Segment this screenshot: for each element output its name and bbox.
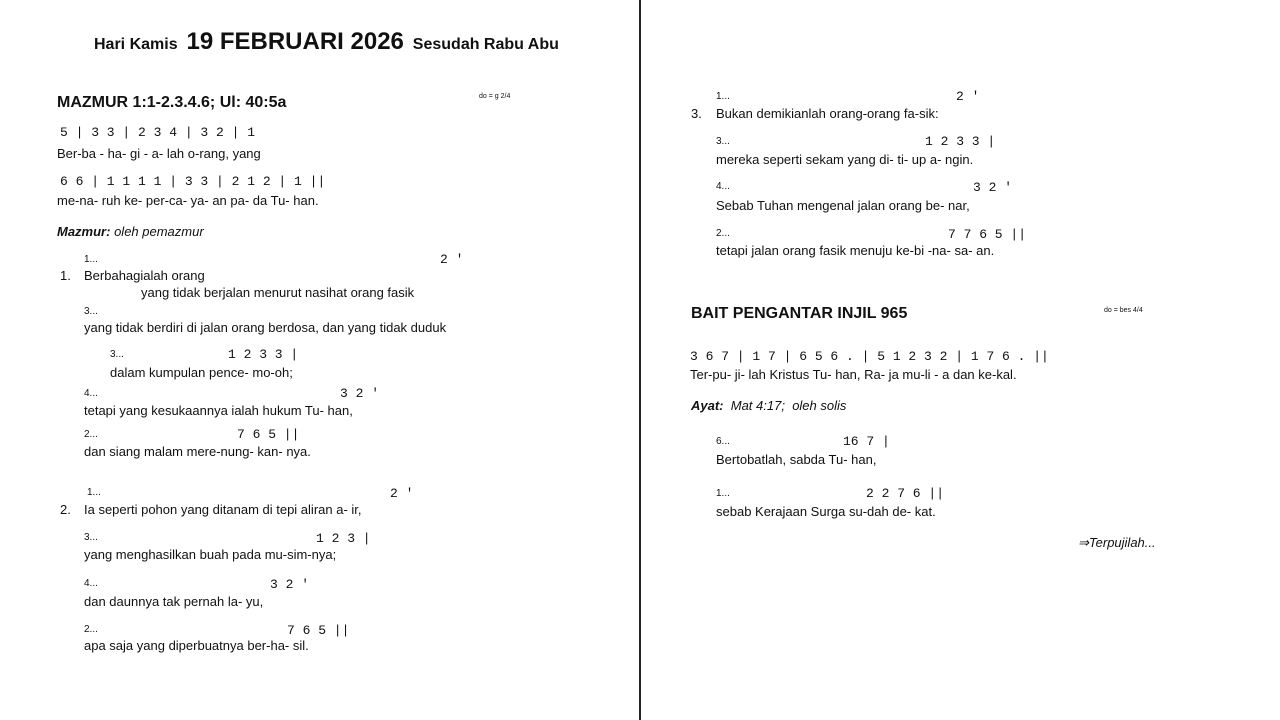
refrain-lyrics-1: Ber-ba - ha- gi - a- lah o-rang, yang — [57, 146, 261, 161]
v1-l6-mark: 2... — [84, 429, 98, 440]
v1-l2-text: yang tidak berjalan menurut nasihat orang fasik — [141, 285, 415, 300]
v2-l1-tone: 2 ' — [390, 486, 414, 501]
v1-l4-mark: 3... — [110, 349, 124, 360]
refrain-lyrics-2: me-na- ruh ke- per-ca- ya- an pa- da Tu- han. — [57, 193, 319, 208]
v2-l2-text: yang menghasilkan buah pada mu-sim-nya; — [84, 547, 337, 562]
v2-l3-mark: 4... — [84, 578, 98, 589]
v1-l1-text: Berbahagialah orang — [84, 268, 205, 283]
v2-l4-tone: 7 6 5 || — [287, 623, 350, 638]
psalm-key: do = g 2/4 — [479, 93, 511, 100]
v3-l2-mark: 3... — [716, 136, 730, 147]
refrain-notes-2: 6 6 | 1 1 1 1 | 3 3 | 2 1 2 | 1 || — [60, 174, 326, 189]
gv-l1-mark: 6... — [716, 436, 730, 447]
v3-l3-tone: 3 2 ' — [973, 180, 1013, 195]
v3-l4-text: tetapi jalan orang fasik menuju ke-bi -na- sa- an. — [716, 243, 995, 258]
v3-l2-tone: 1 2 3 3 | — [925, 134, 996, 149]
v1-l3-mark: 3... — [84, 306, 98, 317]
v3-l1-mark: 1... — [716, 91, 730, 102]
v1-l5-text: tetapi yang kesukaannya ialah hukum Tu- han, — [84, 403, 353, 418]
cantor-label: Mazmur: — [57, 224, 111, 239]
v2-l3-text: dan daunnya tak pernah la- yu, — [84, 594, 264, 609]
refrain-notes-1: 5 | 3 3 | 2 3 4 | 3 2 | 1 — [60, 125, 256, 140]
v3-l1-tone: 2 ' — [956, 89, 980, 104]
v2-l4-mark: 2... — [84, 624, 98, 635]
v2-l2-mark: 3... — [84, 532, 98, 543]
gv-l2-mark: 1... — [716, 488, 730, 499]
v2-l1-text: Ia seperti pohon yang ditanam di tepi aliran a- ir, — [84, 502, 362, 517]
gv-l2-tone: 2 2 7 6 || — [866, 486, 945, 501]
v3-l4-mark: 2... — [716, 228, 730, 239]
v1-l5-mark: 4... — [84, 388, 98, 399]
gospel-verse-ref: Mat 4:17; — [730, 398, 785, 413]
v1-l3-text: yang tidak berdiri di jalan orang berdosa, dan yang tidak duduk — [84, 320, 447, 335]
v2-l4-text: apa saja yang diperbuatnya ber-ha- sil. — [84, 638, 309, 653]
v3-l2-text: mereka seperti sekam yang di- ti- up a- ngin. — [716, 152, 974, 167]
v3-l4-tone: 7 7 6 5 || — [948, 227, 1027, 242]
v1-l4-text: dalam kumpulan pence- mo-oh; — [110, 365, 293, 380]
header-day: Hari Kamis — [94, 36, 178, 53]
gospel-lyrics: Ter-pu- ji- lah Kristus Tu- han, Ra- ja mu-li - a dan ke-kal. — [690, 367, 1017, 382]
v2-l3-tone: 3 2 ' — [270, 577, 310, 592]
header-date: 19 FEBRUARI 2026 — [186, 28, 404, 55]
header-occasion: Sesudah Rabu Abu — [412, 36, 559, 53]
v3-l3-mark: 4... — [716, 181, 730, 192]
gospel-key: do = bes 4/4 — [1104, 307, 1143, 314]
gospel-verse-line — [691, 398, 846, 413]
verse-3-number: 3. — [691, 106, 702, 121]
cantor-line — [57, 224, 204, 239]
gospel-verse-who: oleh solis — [792, 398, 847, 413]
verse-1-number: 1. — [60, 268, 71, 283]
gospel-notes: 3 6 7 | 1 7 | 6 5 6 . | 5 1 2 3 2 | 1 7 6 . || — [690, 349, 1049, 364]
psalm-title: MAZMUR 1:1-2.3.4.6; Ul: 40:5a — [57, 94, 287, 111]
gospel-verse-label: Ayat: — [691, 398, 724, 413]
gv-l2-text: sebab Kerajaan Surga su-dah de- kat. — [716, 504, 936, 519]
v1-l5-tone: 3 2 ' — [340, 386, 380, 401]
gv-l1-text: Bertobatlah, sabda Tu- han, — [716, 452, 877, 467]
gv-l1-tone: 16 7 | — [843, 434, 890, 449]
verse-2-number: 2. — [60, 502, 71, 517]
v3-l3-text: Sebab Tuhan mengenal jalan orang be- nar, — [716, 198, 970, 213]
gospel-title: BAIT PENGANTAR INJIL 965 — [691, 305, 908, 322]
v1-l4-tone: 1 2 3 3 | — [228, 347, 299, 362]
v2-l1-mark: 1... — [87, 487, 101, 498]
cantor-text: oleh pemazmur — [114, 224, 204, 239]
v1-l6-tone: 7 6 5 || — [237, 427, 300, 442]
v2-l2-tone: 1 2 3 | — [316, 531, 371, 546]
page-divider — [639, 0, 641, 720]
v1-l1-tone: 2 ' — [440, 252, 464, 267]
page-header — [94, 28, 559, 56]
v3-l1-text: Bukan demikianlah orang-orang fa-sik: — [716, 106, 939, 121]
v1-l1-mark: 1... — [84, 254, 98, 265]
v1-l6-text: dan siang malam mere-nung- kan- nya. — [84, 444, 311, 459]
closing-terpujilah: ⇒Terpujilah... — [1078, 535, 1156, 550]
